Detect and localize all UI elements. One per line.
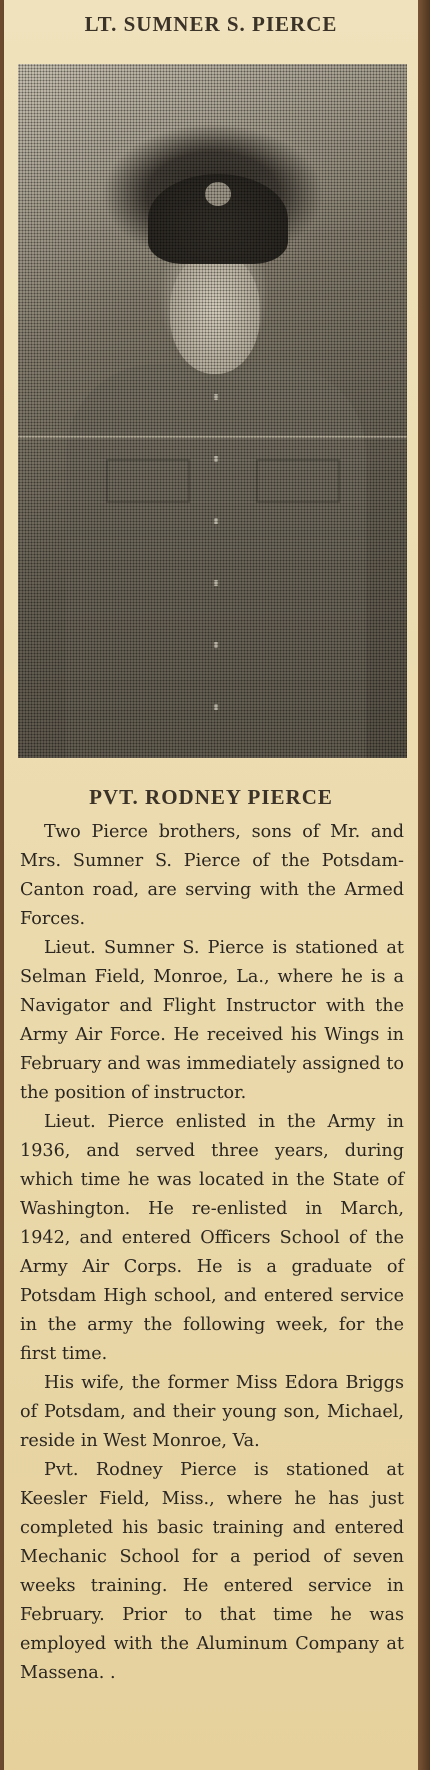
- halftone-overlay: [18, 64, 407, 758]
- paragraph-2: Lieut. Sumner S. Pierce is stationed at Selman Field, Monroe, La., where he is a Navigator and Flight Instructor with the Army Air Force. He received his Wings in February and was immediately assigned to the position of instructor.: [20, 938, 404, 1103]
- newspaper-clipping: [4, 0, 418, 1770]
- headline-middle: PVT. RODNEY PIERCE: [89, 785, 333, 809]
- portrait-photo: [18, 64, 407, 758]
- article-body: [20, 818, 404, 1688]
- paragraph-1: Two Pierce brothers, sons of Mr. and Mrs. Sumner S. Pierce of the Potsdam-Canton road, are serving with the Armed Forces.: [20, 822, 404, 929]
- paragraph-4: His wife, the former Miss Edora Briggs of Potsdam, and their young son, Michael, reside in West Monroe, Va.: [20, 1373, 404, 1451]
- headline-top: LT. SUMNER S. PIERCE: [84, 12, 338, 36]
- background-edge: [418, 0, 430, 1770]
- paragraph-5: Pvt. Rodney Pierce is stationed at Keesler Field, Miss., where he has just completed his basic training and entered Mechanic School for a period of seven weeks training. He entered service in February. Prior to that time he was employed with the Aluminum Company at Massena. .: [20, 1460, 404, 1683]
- paragraph-3: Lieut. Pierce enlisted in the Army in 1936, and served three years, during which time he was located in the State of Washington. He re-enlisted in March, 1942, and entered Officers School of the Army Air Corps. He is a graduate of Potsdam High school, and entered service in the army the following week, for the first time.: [20, 1112, 404, 1364]
